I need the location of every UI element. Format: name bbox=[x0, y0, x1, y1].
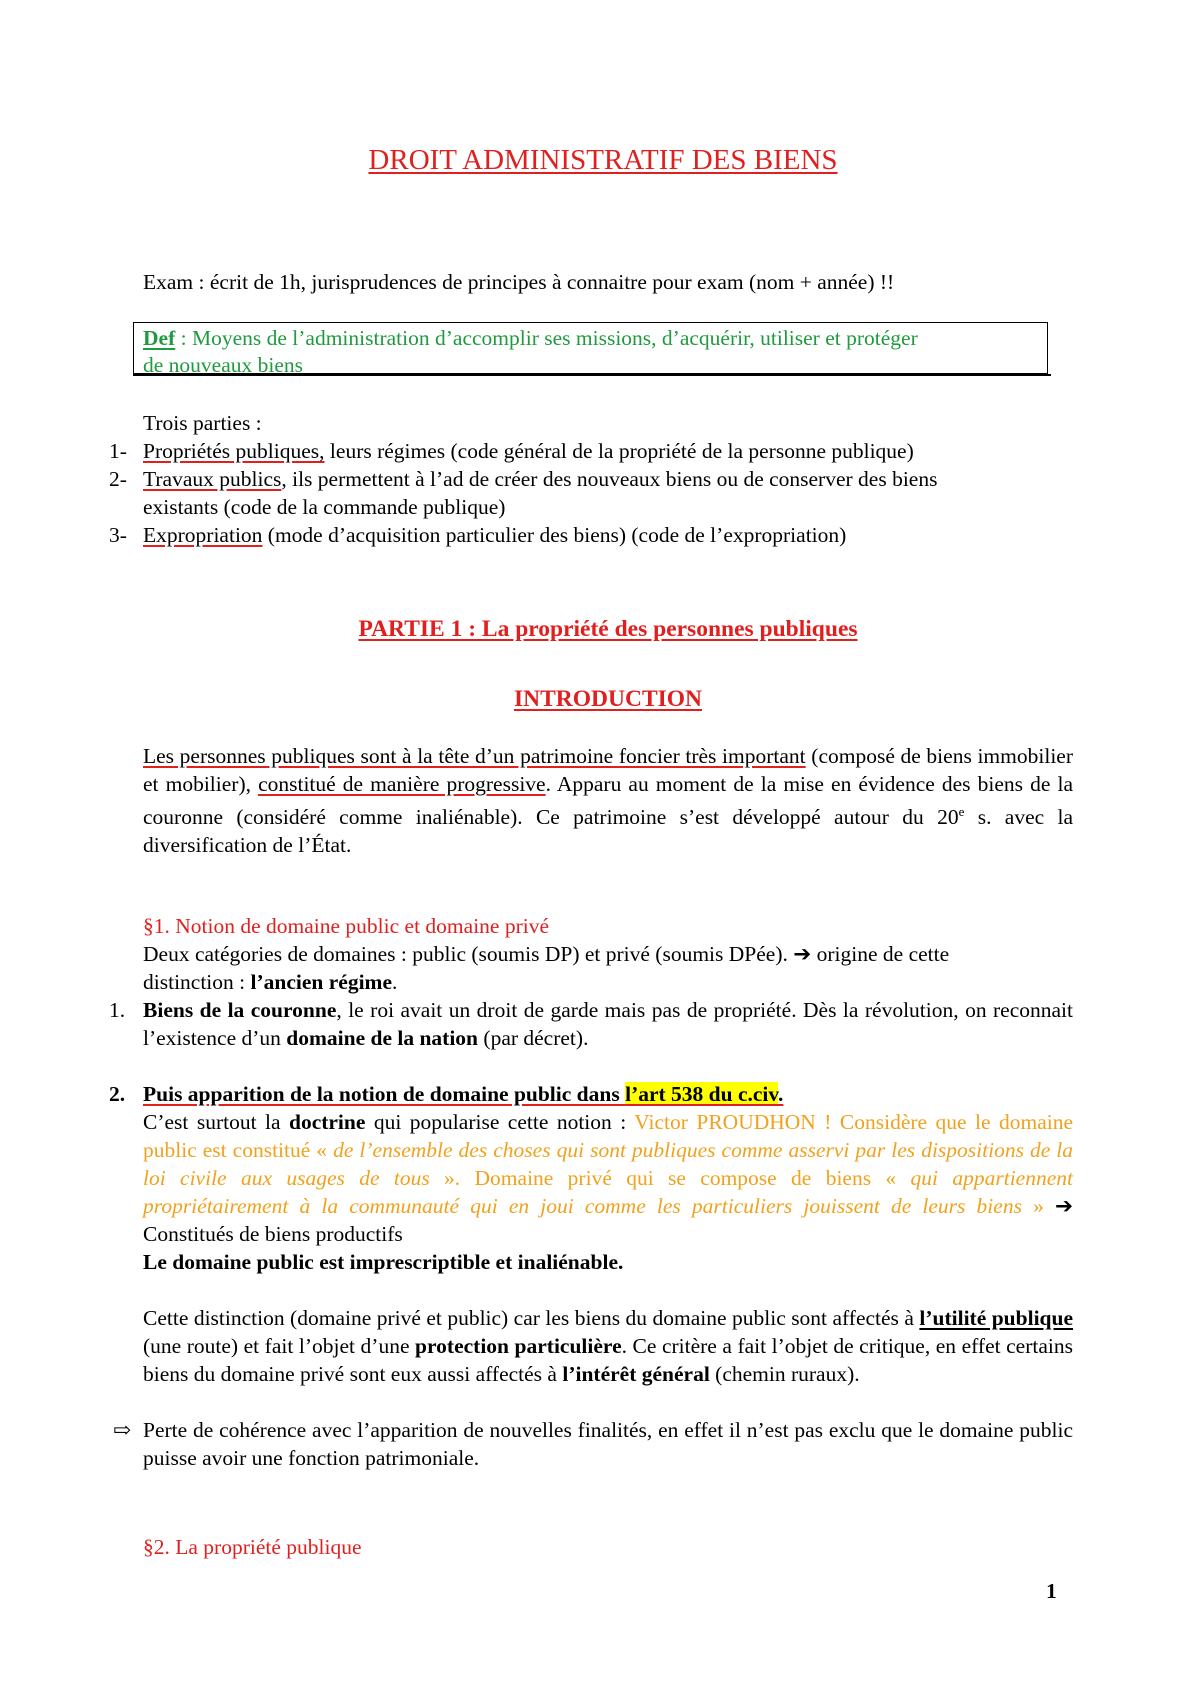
partie-term: Expropriation bbox=[143, 523, 263, 547]
partie-desc: , ils permettent à l’ad de créer des nouveaux biens ou de conserver des biens bbox=[281, 467, 938, 491]
partie-item-2-cont: existants (code de la commande publique) bbox=[143, 495, 506, 519]
intro-paragraph bbox=[143, 742, 1073, 859]
s1-text: Deux catégories de domaines : public (soumis DP) et privé (soumis DPée). bbox=[143, 942, 794, 966]
p3-bold-2: protection particulière bbox=[415, 1334, 622, 1358]
hollow-arrow-icon: ⇨ bbox=[113, 1418, 132, 1442]
partie-term: Propriétés publiques, bbox=[143, 439, 325, 463]
s1-item-1-text: , le roi avait un droit de garde mais pas de propriété. Dès la révolution, on reconnait l’existence d’un bbox=[143, 998, 1074, 1050]
list-number: 2- bbox=[109, 467, 127, 491]
highlighted-article: l’art 538 du c.civ bbox=[625, 1082, 778, 1106]
definition-text-1: : Moyens de l’administration d’accomplir ses missions, d’acquérir, utiliser et protéger bbox=[175, 326, 918, 350]
partie-desc: leurs régimes (code général de la propriété de la personne publique) bbox=[324, 439, 914, 463]
definition-label: Def bbox=[143, 326, 176, 350]
list-number: 1. bbox=[109, 998, 126, 1022]
intro-underlined-1: Les personnes publiques sont à la tête d’un patrimoine foncier très important bbox=[143, 744, 806, 768]
partie-term: Travaux publics bbox=[143, 467, 282, 491]
partie-item-3 bbox=[109, 521, 1073, 549]
s1-item-2-title: Puis apparition de la notion de domaine public dans bbox=[143, 1082, 626, 1106]
definition-text-2: de nouveaux biens bbox=[143, 353, 304, 377]
s1-paragraph-3 bbox=[143, 1304, 1073, 1388]
quote-text: ». Domaine privé qui se compose de biens « bbox=[429, 1166, 911, 1190]
intro-text-2: . Apparu au moment de la mise en évidence des biens de la couronne (considéré comme inaliénable). Ce patrimoine s’est développé autour du 20 bbox=[143, 772, 1073, 830]
superscript: e bbox=[958, 804, 965, 819]
arrow-right-icon: ➔ bbox=[793, 942, 812, 966]
s1-item-1-bold: Biens de la couronne bbox=[143, 998, 337, 1022]
page-number: 1 bbox=[1046, 1579, 1057, 1603]
s1-text-end: origine de cette bbox=[811, 942, 950, 966]
p3-end: (chemin ruraux). bbox=[709, 1362, 860, 1386]
p3-bold-3: l’intérêt général bbox=[562, 1362, 710, 1386]
s1-item-1 bbox=[109, 996, 1074, 1052]
s1-paragraph-2 bbox=[143, 1108, 1073, 1248]
intro-underlined-2: constitué de manière progressive bbox=[258, 772, 546, 796]
quote-text: Victor PROUDHON ! Considère que le domaine public est constitué « bbox=[143, 1110, 1074, 1162]
s1-period: . bbox=[392, 970, 398, 994]
intro-text-3: s. avec la diversification de l’État. bbox=[143, 805, 1073, 858]
p3-text: . Ce critère a fait l’objet de critique, en effet certains biens du domaine privé sont eux aussi affectés à bbox=[143, 1334, 1073, 1386]
p3-bold-1: l’utilité publique bbox=[919, 1306, 1073, 1330]
s1-item-2 bbox=[109, 1080, 1073, 1108]
s1-paragraph-4 bbox=[113, 1416, 1073, 1472]
exam-note: Exam : écrit de 1h, jurisprudences de principes à connaitre pour exam (nom + année) !! bbox=[143, 270, 895, 294]
partie-desc: (mode d’acquisition particulier des biens) (code de l’expropriation) bbox=[262, 523, 847, 547]
definition-line-2 bbox=[143, 351, 1043, 379]
p2-end: Constitués de biens productifs bbox=[143, 1222, 403, 1246]
section-1-heading: §1. Notion de domaine public et domaine privé bbox=[143, 914, 550, 938]
s1-item-2-dot: . bbox=[777, 1082, 784, 1106]
document-title: DROIT ADMINISTRATIF DES BIENS bbox=[368, 144, 838, 176]
quote-italic: qui appartiennent propriétairement à la communauté qui en joui comme les particuliers jouissent de leurs biens bbox=[143, 1166, 1073, 1218]
s1-item-1-bold-2: domaine de la nation bbox=[286, 1026, 479, 1050]
arrow-right-icon: ➔ bbox=[1043, 1194, 1074, 1218]
p2-text: C’est surtout la bbox=[143, 1110, 289, 1134]
p3-text: (une route) et fait l’objet d’une bbox=[143, 1334, 416, 1358]
p2-bold: doctrine bbox=[288, 1110, 366, 1134]
partie-item-1 bbox=[109, 437, 1073, 465]
parties-intro: Trois parties : bbox=[143, 411, 262, 435]
section-2-heading: §2. La propriété publique bbox=[143, 1535, 362, 1559]
partie-item-2 bbox=[109, 465, 1073, 493]
definition-line-1 bbox=[143, 324, 1043, 352]
s1-line-1 bbox=[143, 940, 1073, 968]
list-number: 3- bbox=[109, 523, 127, 547]
introduction-heading: INTRODUCTION bbox=[513, 686, 703, 712]
s1-conclusion: Le domaine public est imprescriptible et inaliénable. bbox=[143, 1250, 624, 1274]
list-number: 2. bbox=[109, 1082, 126, 1106]
p2-text: qui popularise cette notion : bbox=[365, 1110, 635, 1134]
s1-line-2 bbox=[143, 968, 1073, 996]
p4-text: Perte de cohérence avec l’apparition de nouvelles finalités, en effet il n’est pas exclu que le domaine public puisse avoir une fonction patrimoniale. bbox=[143, 1418, 1073, 1470]
p3-text: Cette distinction (domaine privé et public) car les biens du domaine public sont affectés à bbox=[143, 1306, 920, 1330]
quote-italic: de l’ensemble des choses qui sont publiques comme asservi par les dispositions de la loi civile aux usages de tous bbox=[143, 1138, 1073, 1190]
partie-1-heading: PARTIE 1 : La propriété des personnes publiques bbox=[358, 616, 858, 642]
s1-bold: l’ancien régime bbox=[250, 970, 392, 994]
quote-text: » bbox=[1021, 1194, 1044, 1218]
intro-text-1: (composé de biens immobilier et mobilier), bbox=[143, 744, 1073, 796]
s1-item-1-end: (par décret). bbox=[478, 1026, 589, 1050]
list-number: 1- bbox=[109, 439, 127, 463]
s1-text: distinction : bbox=[143, 970, 251, 994]
